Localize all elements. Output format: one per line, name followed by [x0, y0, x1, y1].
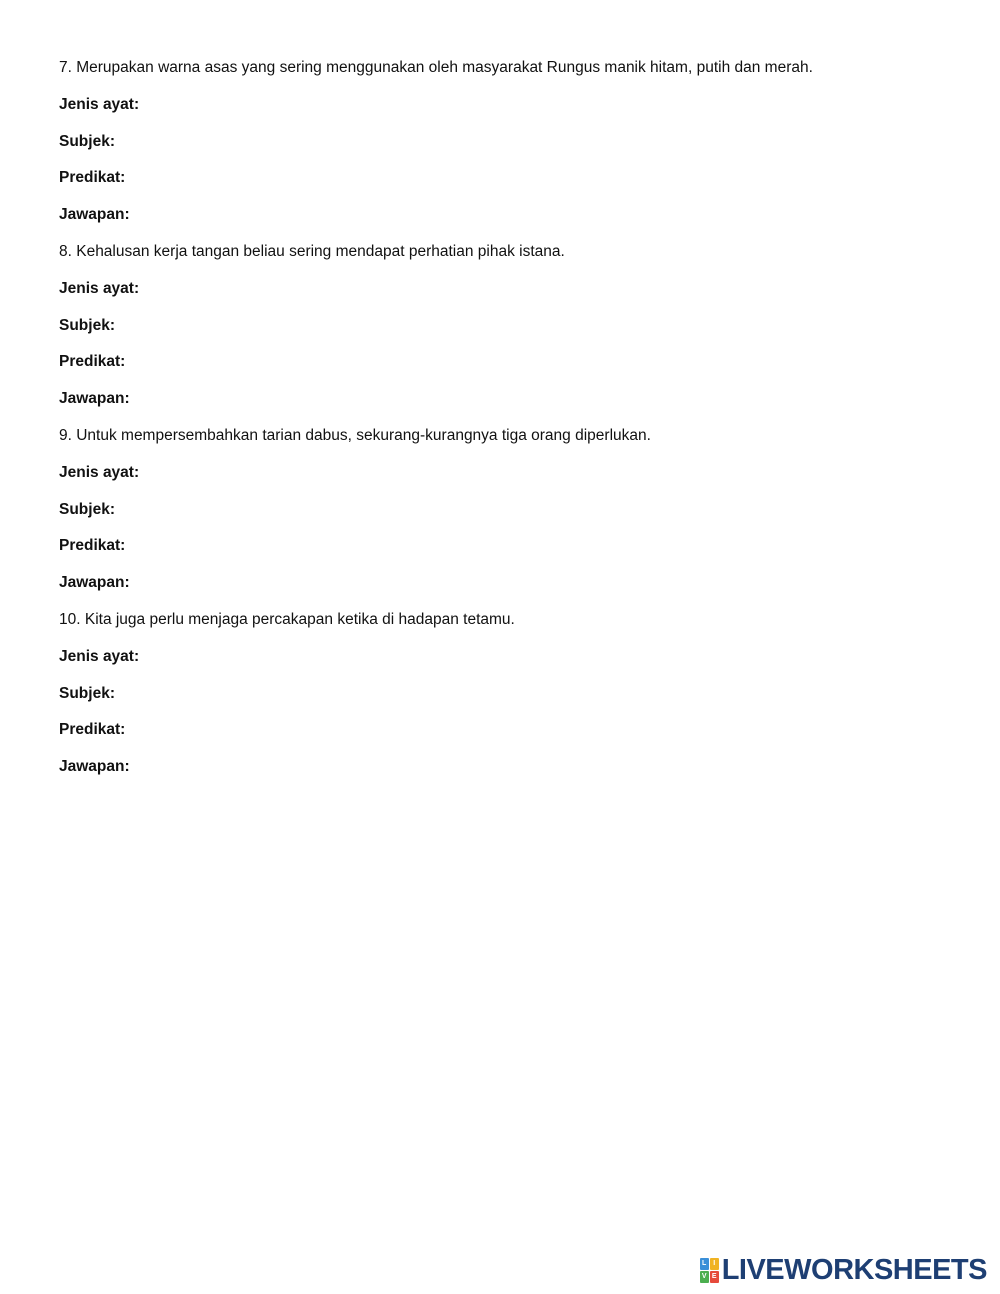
field-subjek: Subjek:: [59, 316, 115, 334]
field-jenis-ayat: Jenis ayat:: [59, 463, 140, 481]
question-7: [59, 58, 979, 225]
logo-mark-letter: V: [700, 1271, 709, 1283]
field-jawapan: Jawapan:: [59, 574, 130, 592]
field-jawapan: Jawapan:: [59, 758, 130, 776]
field-predikat: Predikat:: [59, 169, 126, 187]
logo-text: LIVEWORKSHEETS: [721, 1254, 987, 1286]
question-text: 9. Untuk mempersembahkan tarian dabus, sekurang-kurangnya tiga orang diperlukan.: [59, 426, 651, 444]
field-subjek: Subjek:: [59, 684, 115, 702]
field-subjek: Subjek:: [59, 132, 115, 150]
field-predikat: Predikat:: [59, 353, 126, 371]
question-text: 8. Kehalusan kerja tangan beliau sering mendapat perhatian pihak istana.: [59, 242, 565, 260]
question-list: [59, 58, 979, 794]
logo-mark-letter: I: [710, 1258, 719, 1270]
field-predikat: Predikat:: [59, 537, 126, 555]
question-text: 7. Merupakan warna asas yang sering menggunakan oleh masyarakat Rungus manik hitam, putih dan merah.: [59, 59, 813, 76]
field-jawapan: Jawapan:: [59, 390, 130, 408]
logo-mark-letter: L: [700, 1258, 709, 1270]
field-jenis-ayat: Jenis ayat:: [59, 647, 140, 665]
liveworksheets-logo: [700, 1256, 987, 1284]
field-predikat: Predikat:: [59, 721, 126, 739]
field-jenis-ayat: Jenis ayat:: [59, 95, 140, 113]
field-jenis-ayat: Jenis ayat:: [59, 279, 140, 297]
question-8: [59, 242, 979, 409]
question-text: 10. Kita juga perlu menjaga percakapan ketika di hadapan tetamu.: [59, 610, 515, 628]
question-10: [59, 610, 979, 777]
field-subjek: Subjek:: [59, 500, 115, 518]
question-9: [59, 426, 979, 593]
liveworksheets-logo-icon: [700, 1258, 719, 1283]
logo-mark-letter: E: [710, 1271, 719, 1283]
field-jawapan: Jawapan:: [59, 206, 130, 224]
